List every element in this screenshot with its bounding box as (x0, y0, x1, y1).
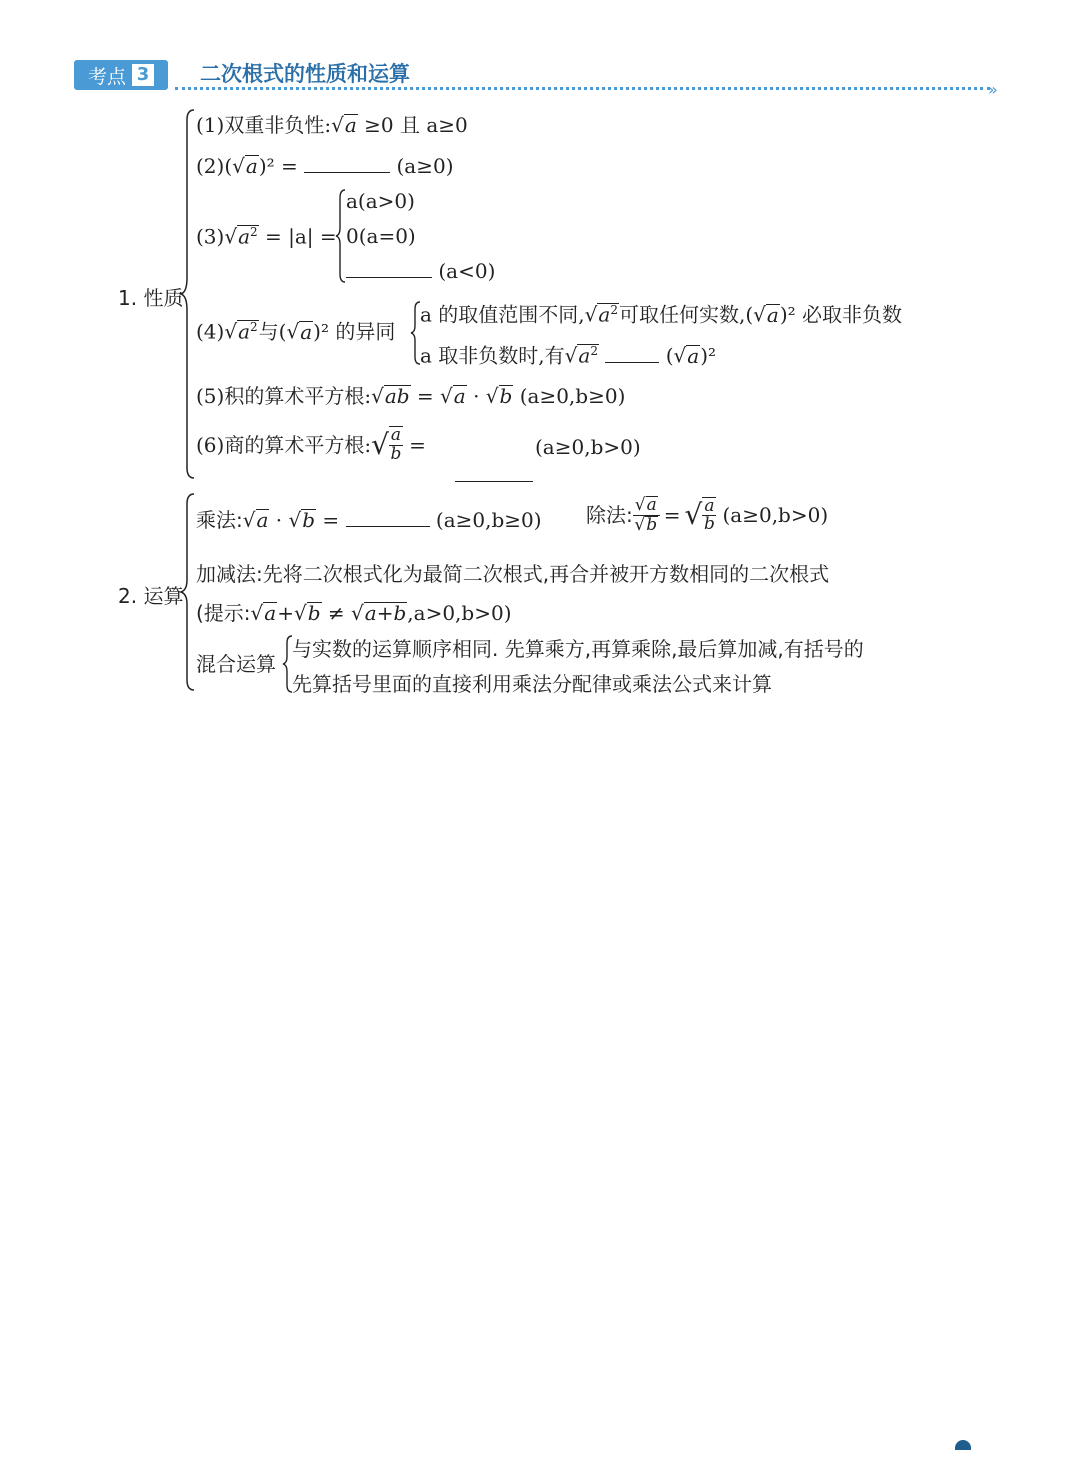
property-3: $(3)√a^2 = |a|$ = (196, 224, 337, 249)
property-1: (1)双重非负性:√a ≥0 且 a≥0 (196, 113, 468, 137)
property-6: (6)商的算术平方根: √ $\frac{a}{b}$ = (196, 425, 426, 464)
answer-blank (605, 362, 659, 363)
add-subtract-rule: 加减法:先将二次根式化为最简二次根式,再合并被开方数相同的二次根式 (196, 562, 830, 586)
division-rule: 除法: $\frac{√a}{√b}$ = √ $\frac{a}{b}$ (a≥0,b>0) (586, 495, 829, 535)
mixed-line-1: 与实数的运算顺序相同. 先算乘方,再算乘除,最后算加减,有括号的 (292, 637, 864, 661)
badge-label: 考点 (87, 65, 126, 88)
section-1-brace (180, 108, 196, 480)
answer-blank (455, 481, 533, 482)
arrow-right-icon: » (988, 80, 998, 99)
compare-line-1: a 的取值范围不同$,√a^2$可取任何实数,(√a)² 必取非负数 (420, 302, 903, 327)
badge-number: 3 (132, 64, 154, 86)
answer-blank (304, 172, 390, 173)
property-4: $(4)√a^2$与(√a)² 的异同 (196, 319, 396, 344)
property-6-condition: (a≥0,b>0) (535, 435, 641, 459)
multiplication-rule: 乘法:√a · √b = (a≥0,b≥0) (196, 508, 542, 532)
section-1-label: 1. 性质 (118, 286, 184, 310)
answer-blank (346, 526, 430, 527)
case-positive: a(a>0) (346, 189, 415, 213)
mixed-operations-label: 混合运算 (196, 652, 276, 676)
case-negative: (a<0) (346, 261, 495, 281)
property-2: (2)(√a)² = (a≥0) (196, 154, 454, 178)
answer-blank (346, 277, 432, 278)
section-2-brace (180, 492, 196, 692)
dotted-divider (175, 87, 990, 90)
case-zero: 0(a=0) (346, 224, 416, 248)
page-title: 二次根式的性质和运算 (200, 62, 410, 86)
section-2-label: 2. 运算 (118, 584, 184, 608)
compare-line-2: a 取非负数时,有$√a^2$ (√a)² (420, 343, 717, 368)
property-5: (5)积的算术平方根:√ab = √a · √b (a≥0,b≥0) (196, 384, 626, 408)
hint-line: (提示:√a+√b ≠ √a+b,a>0,b>0) (196, 601, 512, 625)
mixed-line-2: 先算括号里面的直接利用乘法分配律或乘法公式来计算 (292, 672, 772, 696)
page-corner-mark (955, 1440, 971, 1450)
topic-badge (74, 60, 168, 90)
